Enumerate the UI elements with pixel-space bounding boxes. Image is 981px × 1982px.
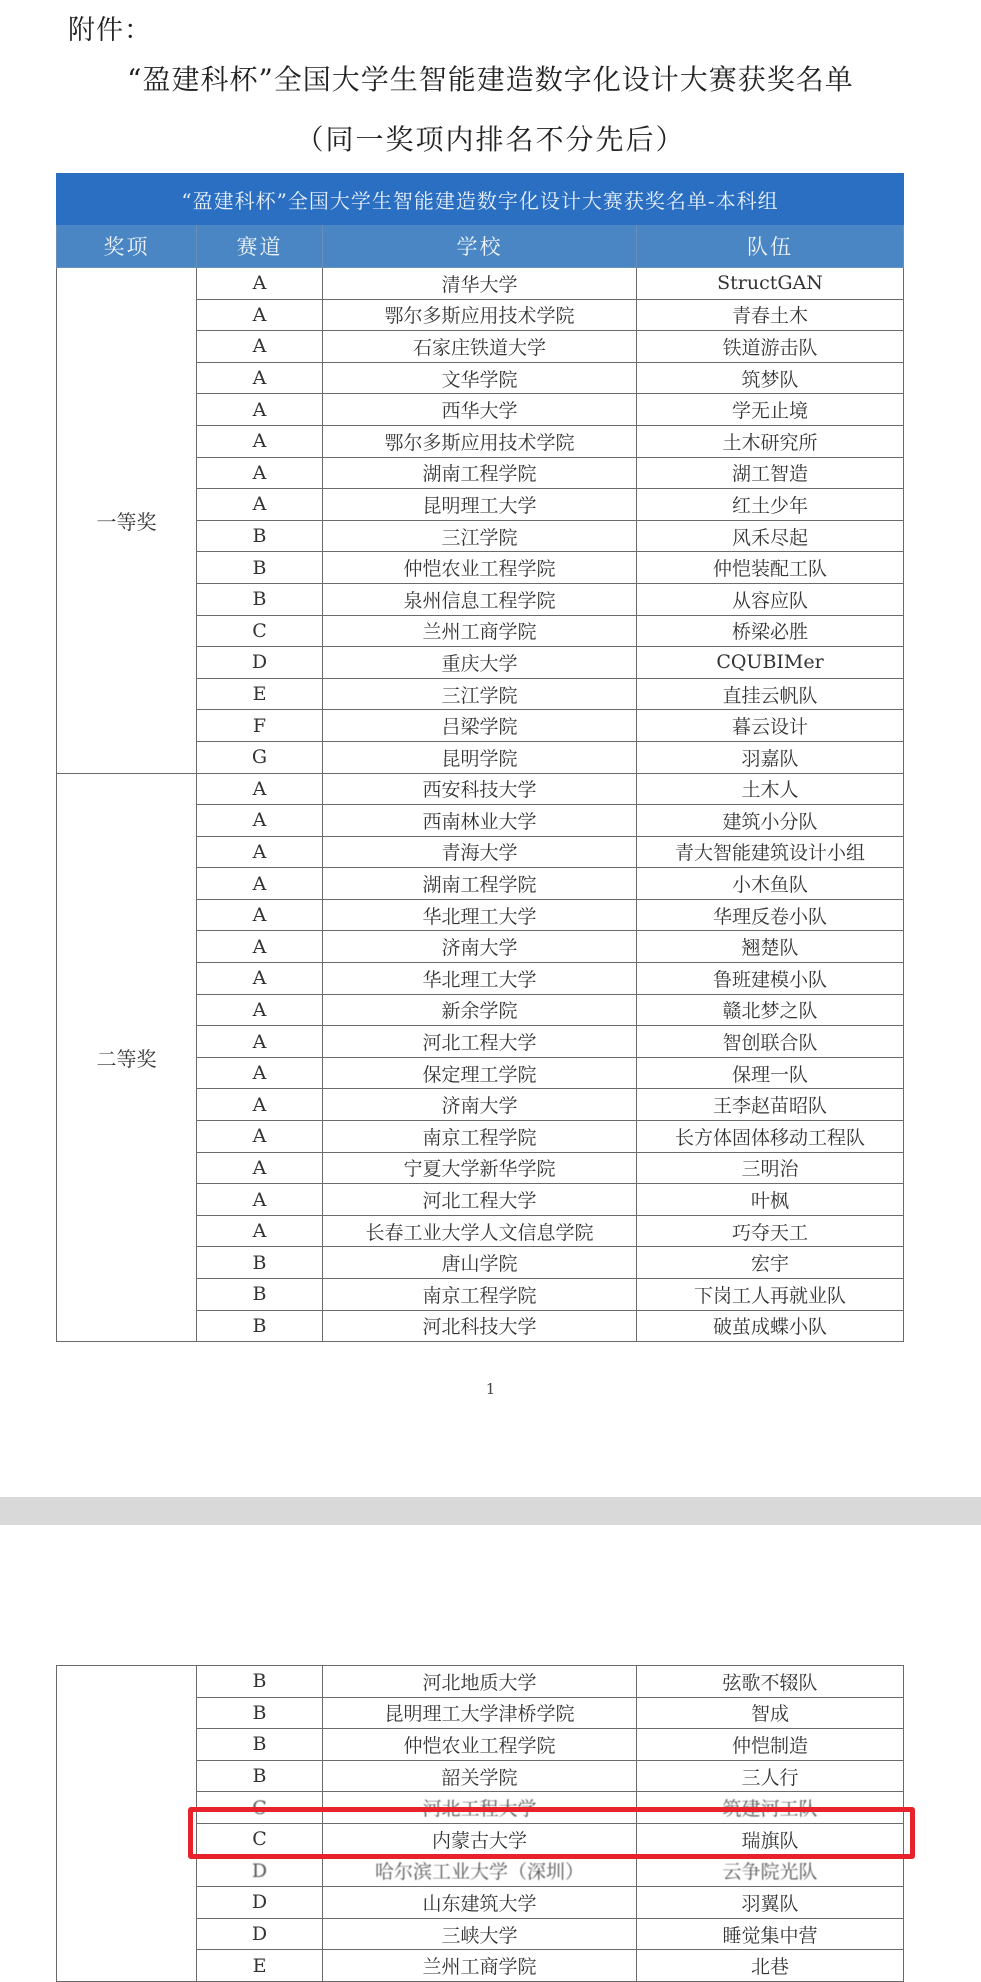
school-cell: 唐山学院 [323,1247,637,1279]
track-cell: F [197,710,323,742]
team-cell: 湖工智造 [637,457,904,489]
team-cell: 长方体固体移动工程队 [637,1121,904,1153]
team-cell: CQUBIMer [637,647,904,679]
team-cell: 青大智能建筑设计小组 [637,836,904,868]
school-cell: 兰州工商学院 [323,615,637,647]
school-cell: 昆明理工大学 [323,489,637,521]
team-cell: 叶枫 [637,1184,904,1216]
prize-cell [57,1666,197,1982]
team-cell: 筑梦队 [637,362,904,394]
document-subtitle: （同一奖项内排名不分先后） [295,123,686,156]
school-cell: 山东建筑大学 [323,1887,637,1919]
school-cell: 重庆大学 [323,647,637,679]
track-cell: A [197,268,323,300]
track-cell: A [197,457,323,489]
table-row [57,268,904,300]
school-cell: 南京工程学院 [323,1121,637,1153]
prize-cell: 一等奖 [57,268,197,774]
school-cell: 河北工程大学 [323,1792,637,1824]
track-cell: B [197,1310,323,1342]
team-cell: 仲恺装配工队 [637,552,904,584]
school-cell: 韶关学院 [323,1760,637,1792]
track-cell: B [197,520,323,552]
team-cell: 保理一队 [637,1057,904,1089]
team-cell: 羽翼队 [637,1887,904,1919]
track-cell: C [197,615,323,647]
track-cell: B [197,583,323,615]
track-cell: C [197,1823,323,1855]
team-cell: 破茧成蝶小队 [637,1310,904,1342]
team-cell: 王李赵苗昭队 [637,1089,904,1121]
school-cell: 湖南工程学院 [323,457,637,489]
team-cell: 筑建河工队 [637,1792,904,1824]
team-cell: 下岗工人再就业队 [637,1279,904,1311]
track-cell: E [197,678,323,710]
school-cell: 济南大学 [323,1089,637,1121]
school-cell: 兰州工商学院 [323,1950,637,1982]
track-cell: E [197,1950,323,1982]
track-cell: A [197,994,323,1026]
school-cell: 仲恺农业工程学院 [323,1729,637,1761]
track-cell: A [197,362,323,394]
track-cell: A [197,1184,323,1216]
team-cell: 智成 [637,1697,904,1729]
school-cell: 鄂尔多斯应用技术学院 [323,299,637,331]
header-school: 学校 [323,225,637,268]
team-cell: 宏宇 [637,1247,904,1279]
school-cell: 南京工程学院 [323,1279,637,1311]
team-cell: 铁道游击队 [637,331,904,363]
team-cell: 北巷 [637,1950,904,1982]
team-cell: 睡觉集中营 [637,1918,904,1950]
team-cell: 红土少年 [637,489,904,521]
track-cell: A [197,425,323,457]
track-cell: A [197,1089,323,1121]
team-cell: 从容应队 [637,583,904,615]
team-cell: 云争院光队 [637,1855,904,1887]
table-banner-row [57,174,904,225]
track-cell: B [197,1279,323,1311]
table-row [57,773,904,805]
team-cell: 羽嘉队 [637,741,904,773]
school-cell: 鄂尔多斯应用技术学院 [323,425,637,457]
school-cell: 吕梁学院 [323,710,637,742]
school-cell: 西华大学 [323,394,637,426]
team-cell: 暮云设计 [637,710,904,742]
track-cell: A [197,899,323,931]
track-cell: A [197,805,323,837]
team-cell: 瑞旗队 [637,1823,904,1855]
track-cell: A [197,963,323,995]
track-cell: B [197,1247,323,1279]
school-cell: 仲恺农业工程学院 [323,552,637,584]
school-cell: 济南大学 [323,931,637,963]
team-cell: 鲁班建模小队 [637,963,904,995]
page-separator [0,1497,981,1525]
school-cell: 青海大学 [323,836,637,868]
track-cell: A [197,394,323,426]
prize-cell: 二等奖 [57,773,197,1342]
track-cell: C [197,1792,323,1824]
award-table-continued [56,1665,904,1982]
track-cell: B [197,1760,323,1792]
table-row [57,1666,904,1698]
track-cell: A [197,1057,323,1089]
school-cell: 昆明学院 [323,741,637,773]
track-cell: A [197,836,323,868]
table-header-row [57,225,904,268]
school-cell: 文华学院 [323,362,637,394]
attachment-label: 附件： [68,15,152,46]
school-cell: 三峡大学 [323,1918,637,1950]
team-cell: 仲恺制造 [637,1729,904,1761]
track-cell: A [197,1026,323,1058]
team-cell: 土木研究所 [637,425,904,457]
track-cell: A [197,1215,323,1247]
school-cell: 河北工程大学 [323,1184,637,1216]
track-cell: D [197,647,323,679]
team-cell: 青春土木 [637,299,904,331]
header-prize: 奖项 [57,225,197,268]
school-cell: 湖南工程学院 [323,868,637,900]
page-number: 1 [485,1380,496,1398]
track-cell: B [197,1666,323,1698]
school-cell: 清华大学 [323,268,637,300]
school-cell: 哈尔滨工业大学（深圳） [323,1855,637,1887]
school-cell: 三江学院 [323,678,637,710]
track-cell: G [197,741,323,773]
document-title: “盈建科杯”全国大学生智能建造数字化设计大赛获奖名单 [127,63,854,96]
team-cell: 三人行 [637,1760,904,1792]
team-cell: 弦歌不辍队 [637,1666,904,1698]
team-cell: 学无止境 [637,394,904,426]
school-cell: 西南林业大学 [323,805,637,837]
school-cell: 石家庄铁道大学 [323,331,637,363]
school-cell: 昆明理工大学津桥学院 [323,1697,637,1729]
team-cell: 小木鱼队 [637,868,904,900]
school-cell: 宁夏大学新华学院 [323,1152,637,1184]
team-cell: StructGAN [637,268,904,300]
school-cell: 三江学院 [323,520,637,552]
header-track: 赛道 [197,225,323,268]
school-cell: 华北理工大学 [323,899,637,931]
header-team: 队伍 [637,225,904,268]
team-cell: 巧夺天工 [637,1215,904,1247]
school-cell: 华北理工大学 [323,963,637,995]
track-cell: A [197,299,323,331]
school-cell: 河北工程大学 [323,1026,637,1058]
team-cell: 三明治 [637,1152,904,1184]
track-cell: A [197,1121,323,1153]
track-cell: A [197,489,323,521]
team-cell: 建筑小分队 [637,805,904,837]
school-cell: 西安科技大学 [323,773,637,805]
track-cell: B [197,1729,323,1761]
school-cell: 长春工业大学人文信息学院 [323,1215,637,1247]
team-cell: 桥梁必胜 [637,615,904,647]
team-cell: 直挂云帆队 [637,678,904,710]
table-banner: “盈建科杯”全国大学生智能建造数字化设计大赛获奖名单-本科组 [57,174,904,225]
track-cell: D [197,1918,323,1950]
team-cell: 风禾尽起 [637,520,904,552]
school-cell: 河北地质大学 [323,1666,637,1698]
school-cell: 泉州信息工程学院 [323,583,637,615]
school-cell: 内蒙古大学 [323,1823,637,1855]
school-cell: 保定理工学院 [323,1057,637,1089]
track-cell: D [197,1887,323,1919]
team-cell: 翘楚队 [637,931,904,963]
track-cell: B [197,1697,323,1729]
award-table [56,173,904,1342]
team-cell: 土木人 [637,773,904,805]
track-cell: B [197,552,323,584]
track-cell: A [197,868,323,900]
team-cell: 赣北梦之队 [637,994,904,1026]
team-cell: 智创联合队 [637,1026,904,1058]
school-cell: 新余学院 [323,994,637,1026]
track-cell: A [197,1152,323,1184]
track-cell: A [197,331,323,363]
track-cell: A [197,931,323,963]
school-cell: 河北科技大学 [323,1310,637,1342]
team-cell: 华理反卷小队 [637,899,904,931]
track-cell: A [197,773,323,805]
track-cell: D [197,1855,323,1887]
